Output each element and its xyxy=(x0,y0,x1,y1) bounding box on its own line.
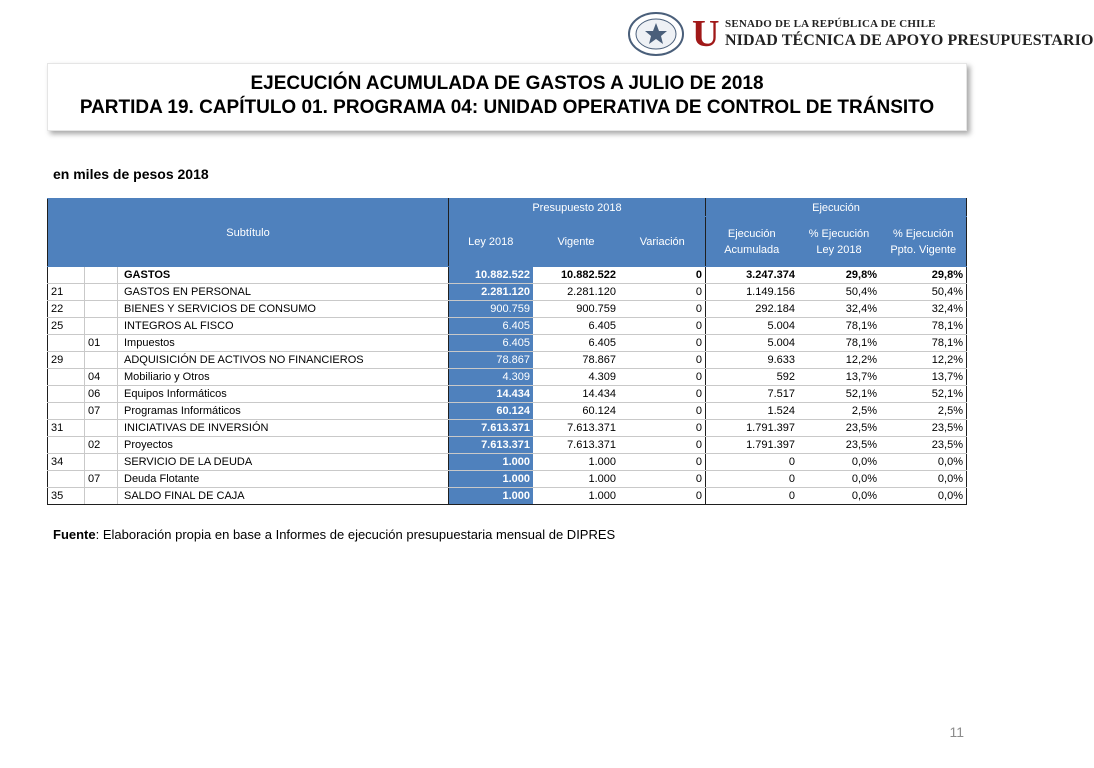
cell-pct-ley: 0,0% xyxy=(798,471,880,488)
cell-pct-vigente: 0,0% xyxy=(880,471,967,488)
cell-pct-vigente: 2,5% xyxy=(880,403,967,420)
cell-pct-ley: 32,4% xyxy=(798,301,880,318)
cell-pct-ley: 50,4% xyxy=(798,284,880,301)
cell-descripcion: Equipos Informáticos xyxy=(118,386,449,403)
cell-ejecucion-acumulada: 9.633 xyxy=(706,352,799,369)
cell-vigente: 900.759 xyxy=(533,301,619,318)
table-row xyxy=(48,403,967,420)
page-number: 11 xyxy=(949,724,964,740)
cell-pct-vigente: 78,1% xyxy=(880,318,967,335)
cell-item xyxy=(85,301,118,318)
cell-item xyxy=(85,454,118,471)
cell-pct-ley: 23,5% xyxy=(798,437,880,454)
cell-subtitulo: 31 xyxy=(48,420,85,437)
cell-descripcion: Mobiliario y Otros xyxy=(118,369,449,386)
title-line-2: PARTIDA 19. CAPÍTULO 01. PROGRAMA 04: UNIDAD OPERATIVA DE CONTROL DE TRÁNSITO xyxy=(79,97,935,118)
header-ejecucion-acumulada-line1: Ejecución xyxy=(727,227,776,240)
header-vigente: Vigente xyxy=(533,217,619,267)
cell-ejecucion-acumulada: 592 xyxy=(706,369,799,386)
cell-item: 07 xyxy=(85,403,118,420)
table-row xyxy=(48,335,967,352)
cell-ley-2018: 1.000 xyxy=(449,471,534,488)
cell-vigente: 2.281.120 xyxy=(533,284,619,301)
cell-descripcion: INICIATIVAS DE INVERSIÓN xyxy=(118,420,449,437)
cell-ley-2018: 4.309 xyxy=(449,369,534,386)
header-pct-ley-line2: Ley 2018 xyxy=(816,243,862,256)
cell-ejecucion-acumulada: 0 xyxy=(706,488,799,505)
cell-pct-ley: 23,5% xyxy=(798,420,880,437)
cell-vigente: 1.000 xyxy=(533,488,619,505)
title-box xyxy=(47,63,967,131)
cell-variacion: 0 xyxy=(619,471,706,488)
header-pct-vigente-line1: % Ejecución xyxy=(892,227,954,240)
table-row xyxy=(48,471,967,488)
cell-ley-2018: 60.124 xyxy=(449,403,534,420)
cell-descripcion: BIENES Y SERVICIOS DE CONSUMO xyxy=(118,301,449,318)
cell-pct-vigente: 32,4% xyxy=(880,301,967,318)
cell-ejecucion-acumulada: 1.791.397 xyxy=(706,437,799,454)
cell-subtitulo: 22 xyxy=(48,301,85,318)
cell-subtitulo: 29 xyxy=(48,352,85,369)
cell-pct-vigente: 29,8% xyxy=(880,267,967,284)
table-row xyxy=(48,267,967,284)
cell-ley-2018: 1.000 xyxy=(449,454,534,471)
header-presupuesto: Presupuesto 2018 xyxy=(449,199,706,217)
cell-subtitulo xyxy=(48,335,85,352)
cell-ley-2018: 2.281.120 xyxy=(449,284,534,301)
cell-descripcion: Impuestos xyxy=(118,335,449,352)
cell-variacion: 0 xyxy=(619,301,706,318)
cell-subtitulo: 34 xyxy=(48,454,85,471)
table-body xyxy=(48,267,967,505)
cell-variacion: 0 xyxy=(619,267,706,284)
cell-ley-2018: 78.867 xyxy=(449,352,534,369)
cell-vigente: 10.882.522 xyxy=(533,267,619,284)
cell-ley-2018: 7.613.371 xyxy=(449,437,534,454)
cell-vigente: 78.867 xyxy=(533,352,619,369)
header-ejecucion-acumulada-line2: Acumulada xyxy=(724,243,780,256)
cell-pct-vigente: 50,4% xyxy=(880,284,967,301)
cell-ley-2018: 6.405 xyxy=(449,318,534,335)
table-row xyxy=(48,386,967,403)
cell-pct-ley: 78,1% xyxy=(798,318,880,335)
cell-descripcion: GASTOS xyxy=(118,267,449,284)
cell-variacion: 0 xyxy=(619,369,706,386)
cell-item xyxy=(85,488,118,505)
cell-pct-vigente: 23,5% xyxy=(880,437,967,454)
cell-item xyxy=(85,318,118,335)
header-subtitulo: Subtítulo xyxy=(48,199,449,267)
header-ejecucion: Ejecución xyxy=(706,199,967,217)
cell-item: 04 xyxy=(85,369,118,386)
cell-variacion: 0 xyxy=(619,403,706,420)
cell-pct-vigente: 23,5% xyxy=(880,420,967,437)
cell-variacion: 0 xyxy=(619,318,706,335)
cell-ejecucion-acumulada: 0 xyxy=(706,471,799,488)
cell-pct-vigente: 0,0% xyxy=(880,454,967,471)
cell-item: 01 xyxy=(85,335,118,352)
cell-ley-2018: 900.759 xyxy=(449,301,534,318)
cell-descripcion: Programas Informáticos xyxy=(118,403,449,420)
cell-pct-ley: 0,0% xyxy=(798,454,880,471)
cell-vigente: 4.309 xyxy=(533,369,619,386)
cell-subtitulo xyxy=(48,267,85,284)
cell-ejecucion-acumulada: 1.524 xyxy=(706,403,799,420)
header-ley: Ley 2018 xyxy=(449,217,534,267)
cell-variacion: 0 xyxy=(619,284,706,301)
cell-descripcion: INTEGROS AL FISCO xyxy=(118,318,449,335)
table-row xyxy=(48,488,967,505)
cell-variacion: 0 xyxy=(619,386,706,403)
cell-item xyxy=(85,284,118,301)
cell-ejecucion-acumulada: 0 xyxy=(706,454,799,471)
cell-pct-vigente: 13,7% xyxy=(880,369,967,386)
header-variacion: Variación xyxy=(619,217,706,267)
cell-ejecucion-acumulada: 5.004 xyxy=(706,318,799,335)
cell-subtitulo xyxy=(48,403,85,420)
table-row xyxy=(48,284,967,301)
cell-item: 02 xyxy=(85,437,118,454)
budget-table xyxy=(47,198,967,505)
cell-pct-vigente: 0,0% xyxy=(880,488,967,505)
senado-seal-icon xyxy=(628,12,684,56)
cell-ley-2018: 6.405 xyxy=(449,335,534,352)
cell-variacion: 0 xyxy=(619,454,706,471)
senado-logo xyxy=(628,12,1094,62)
cell-vigente: 7.613.371 xyxy=(533,420,619,437)
logo-line-senado: SENADO DE LA REPÚBLICA DE CHILE xyxy=(725,18,936,30)
cell-pct-ley: 0,0% xyxy=(798,488,880,505)
cell-ejecucion-acumulada: 7.517 xyxy=(706,386,799,403)
table-row xyxy=(48,420,967,437)
cell-item: 06 xyxy=(85,386,118,403)
cell-ejecucion-acumulada: 5.004 xyxy=(706,335,799,352)
cell-ejecucion-acumulada: 292.184 xyxy=(706,301,799,318)
table-row xyxy=(48,369,967,386)
cell-ley-2018: 1.000 xyxy=(449,488,534,505)
cell-vigente: 6.405 xyxy=(533,318,619,335)
header-pct-ley-line1: % Ejecución xyxy=(808,227,870,240)
cell-item xyxy=(85,420,118,437)
cell-item xyxy=(85,267,118,284)
cell-variacion: 0 xyxy=(619,437,706,454)
table-row xyxy=(48,352,967,369)
cell-vigente: 1.000 xyxy=(533,454,619,471)
cell-item: 07 xyxy=(85,471,118,488)
cell-variacion: 0 xyxy=(619,352,706,369)
source-note xyxy=(53,527,615,542)
cell-vigente: 7.613.371 xyxy=(533,437,619,454)
cell-subtitulo xyxy=(48,437,85,454)
header-pct-vigente-line2: Ppto. Vigente xyxy=(890,243,957,256)
header-pct-vigente xyxy=(880,217,967,267)
cell-ejecucion-acumulada: 3.247.374 xyxy=(706,267,799,284)
cell-pct-ley: 29,8% xyxy=(798,267,880,284)
cell-ejecucion-acumulada: 1.791.397 xyxy=(706,420,799,437)
cell-variacion: 0 xyxy=(619,335,706,352)
cell-subtitulo xyxy=(48,369,85,386)
cell-ley-2018: 7.613.371 xyxy=(449,420,534,437)
cell-subtitulo xyxy=(48,386,85,403)
title-line-1: EJECUCIÓN ACUMULADA DE GASTOS A JULIO DE 2018 xyxy=(250,73,764,94)
table-row xyxy=(48,454,967,471)
cell-subtitulo: 21 xyxy=(48,284,85,301)
cell-descripcion: SALDO FINAL DE CAJA xyxy=(118,488,449,505)
table-row xyxy=(48,318,967,335)
cell-ley-2018: 10.882.522 xyxy=(449,267,534,284)
cell-pct-ley: 13,7% xyxy=(798,369,880,386)
cell-subtitulo: 25 xyxy=(48,318,85,335)
cell-item xyxy=(85,352,118,369)
cell-pct-vigente: 78,1% xyxy=(880,335,967,352)
table-row xyxy=(48,301,967,318)
cell-vigente: 6.405 xyxy=(533,335,619,352)
source-text: : Elaboración propia en base a Informes de ejecución presupuestaria mensual de DIPRES xyxy=(95,527,616,542)
cell-pct-vigente: 52,1% xyxy=(880,386,967,403)
cell-descripcion: Deuda Flotante xyxy=(118,471,449,488)
cell-descripcion: GASTOS EN PERSONAL xyxy=(118,284,449,301)
cell-pct-ley: 12,2% xyxy=(798,352,880,369)
header-pct-ley xyxy=(798,217,880,267)
cell-descripcion: SERVICIO DE LA DEUDA xyxy=(118,454,449,471)
cell-descripcion: Proyectos xyxy=(118,437,449,454)
cell-vigente: 60.124 xyxy=(533,403,619,420)
cell-ejecucion-acumulada: 1.149.156 xyxy=(706,284,799,301)
cell-vigente: 1.000 xyxy=(533,471,619,488)
table-row xyxy=(48,437,967,454)
cell-pct-ley: 2,5% xyxy=(798,403,880,420)
source-label: Fuente xyxy=(53,527,96,542)
cell-ley-2018: 14.434 xyxy=(449,386,534,403)
units-label: en miles de pesos 2018 xyxy=(53,166,209,182)
cell-vigente: 14.434 xyxy=(533,386,619,403)
cell-subtitulo: 35 xyxy=(48,488,85,505)
cell-descripcion: ADQUISICIÓN DE ACTIVOS NO FINANCIEROS xyxy=(118,352,449,369)
cell-pct-ley: 52,1% xyxy=(798,386,880,403)
cell-variacion: 0 xyxy=(619,488,706,505)
logo-letter: U xyxy=(692,13,720,55)
cell-pct-vigente: 12,2% xyxy=(880,352,967,369)
logo-line-unidad: NIDAD TÉCNICA DE APOYO PRESUPUESTARIO xyxy=(725,32,1094,49)
header-ejecucion-acumulada xyxy=(706,217,799,267)
cell-pct-ley: 78,1% xyxy=(798,335,880,352)
cell-variacion: 0 xyxy=(619,420,706,437)
cell-subtitulo xyxy=(48,471,85,488)
